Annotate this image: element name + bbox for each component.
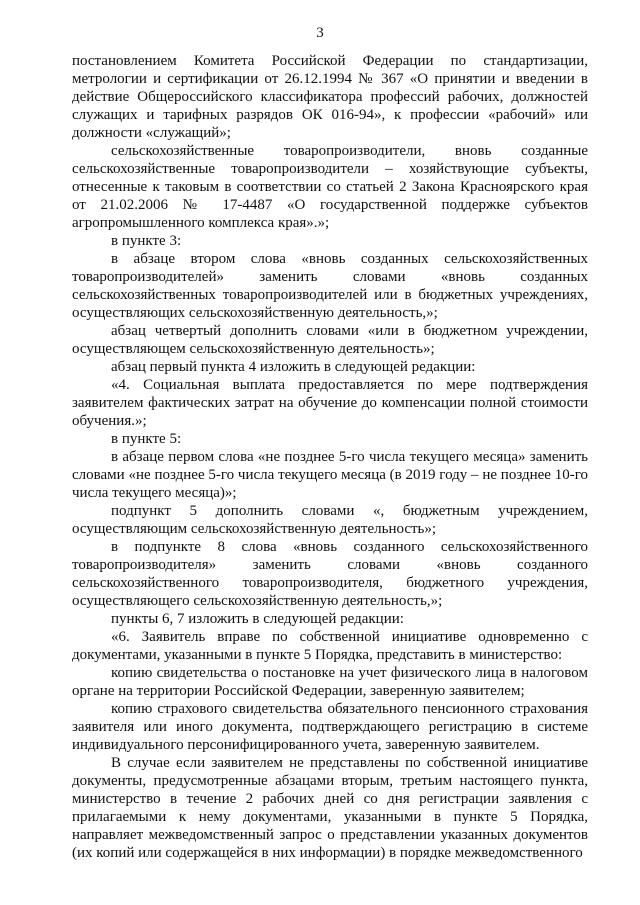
page-number: 3 bbox=[316, 25, 324, 41]
paragraph: В случае если заявителем не представлены по собственной инициативе документы, предусмотренные абзацами вторым, третьим настоящего пункта, министерство в течение 2 рабочих дней со дня регистрации заявления с прилагаемыми к нему документами, указанными в пункте 5 Порядка, направляет межведомственный запрос о представлении указанных документов (их копий или содержащейся в них информации) в порядке межведомственного bbox=[72, 755, 588, 861]
paragraph: копию свидетельства о постановке на учет физического лица в налоговом органе на территории Российской Федерации, заверенную заявителем; bbox=[72, 665, 588, 699]
paragraph: подпункт 5 дополнить словами «, бюджетным учреждением, осуществляющим сельскохозяйственную деятельность»; bbox=[72, 503, 588, 537]
paragraph: «6. Заявитель вправе по собственной инициативе одновременно с документами, указанными в пункте 5 Порядка, представить в министерство: bbox=[72, 629, 588, 663]
paragraph: пункты 6, 7 изложить в следующей редакции: bbox=[111, 611, 404, 627]
paragraph: сельскохозяйственные товаропроизводители, вновь созданные сельскохозяйственные товаропроизводители – хозяйствующие субъекты, отнесенные к таковым в соответствии со статьей 2 Закона Красноярского края от 21.02.2006 № 17-4487 «О государственной поддержке субъектов агропромышленного комплекса края».»; bbox=[72, 143, 588, 231]
paragraph: абзац четвертый дополнить словами «или в бюджетном учреждении, осуществляющем сельскохозяйственную деятельность»; bbox=[72, 323, 588, 357]
paragraph: в подпункте 8 слова «вновь созданного сельскохозяйственного товаропроизводителя» заменить словами «вновь созданного сельскохозяйственного товаропроизводителя, бюджетного учреждения, осуществляющего сельскохозяйственную деятельность,»; bbox=[72, 539, 588, 609]
paragraph: в пункте 3: bbox=[111, 233, 182, 249]
paragraph: постановлением Комитета Российской Федерации по стандартизации, метрологии и сертификации от 26.12.1994 № 367 «О принятии и введении в действие Общероссийского классификатора профессий рабочих, должностей служащих и тарифных разрядов ОК 016-94», к профессии «рабочий» или должности «служащий»; bbox=[72, 53, 588, 141]
paragraph: в абзаце втором слова «вновь созданных сельскохозяйственных товаропроизводителей» заменить словами «вновь созданных сельскохозяйственных товаропроизводителей или в бюджетных учреждениях, осуществляющих сельскохозяйственную деятельность,»; bbox=[72, 251, 588, 321]
document-body bbox=[72, 52, 588, 862]
paragraph: абзац первый пункта 4 изложить в следующей редакции: bbox=[111, 359, 476, 375]
paragraph: «4. Социальная выплата предоставляется по мере подтверждения заявителем фактических затрат на обучение до компенсации полной стоимости обучения.»; bbox=[72, 377, 588, 429]
paragraph: копию страхового свидетельства обязательного пенсионного страхования заявителя или иного документа, подтверждающего регистрацию в системе индивидуального персонифицированного учета, заверенную заявителем. bbox=[72, 701, 588, 753]
paragraph: в пункте 5: bbox=[111, 431, 182, 447]
paragraph: в абзаце первом слова «не позднее 5-го числа текущего месяца» заменить словами «не позднее 5-го числа текущего месяца (в 2019 году – не позднее 10-го числа текущего месяца)»; bbox=[72, 449, 588, 501]
